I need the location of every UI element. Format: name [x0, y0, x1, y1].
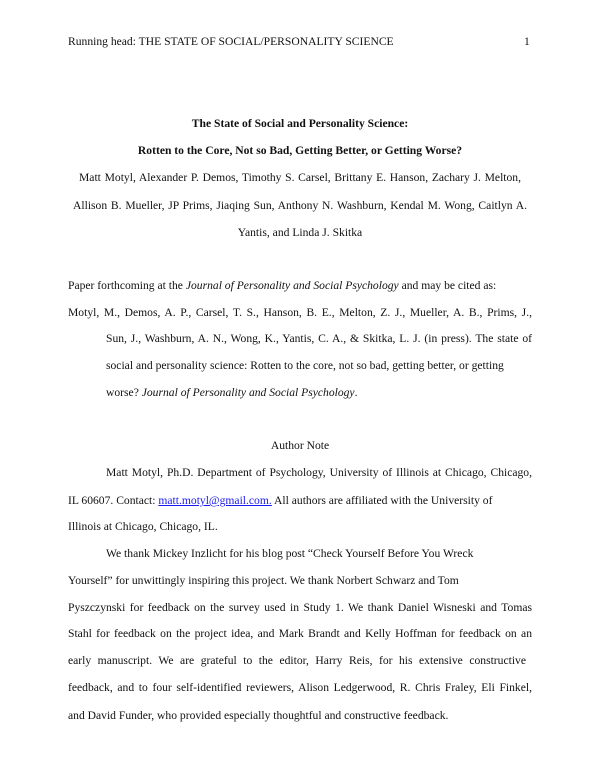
note-line	[68, 493, 492, 509]
note-line: feedback, and to four self-identified reviewers, Alison Ledgerwood, R. Chris Fraley, Eli Finkel,	[68, 681, 532, 694]
text: .	[354, 386, 358, 399]
citation-line: Sun, J., Washburn, A. N., Wong, K., Yantis, C. A., & Skitka, L. J. (in press). The state of	[106, 332, 532, 345]
email-link[interactable]: matt.motyl@gmail.com.	[158, 494, 272, 507]
note-line: and David Funder, who provided especially thoughtful and constructive feedback.	[68, 709, 449, 722]
journal-name: Journal of Personality and Social Psychology	[141, 386, 355, 399]
citation-intro	[68, 278, 496, 294]
note-line: We thank Mickey Inzlicht for his blog post “Check Yourself Before You Wreck	[106, 547, 474, 560]
journal-name: Journal of Personality and Social Psychology	[185, 279, 399, 292]
text: Paper forthcoming at the	[68, 279, 186, 292]
page-number: 1	[524, 35, 530, 48]
note-line: Matt Motyl, Ph.D. Department of Psychology, University of Illinois at Chicago, Chicago,	[106, 466, 532, 479]
title-line-2: Rotten to the Core, Not so Bad, Getting Better, or Getting Worse?	[137, 144, 463, 157]
authors-line: Yantis, and Linda J. Skitka	[237, 226, 363, 239]
text: worse?	[106, 386, 142, 399]
note-line: Yourself” for unwittingly inspiring this project. We thank Norbert Schwarz and Tom	[68, 574, 459, 587]
running-head: Running head: THE STATE OF SOCIAL/PERSONALITY SCIENCE	[68, 35, 394, 48]
author-note-heading: Author Note	[270, 439, 330, 452]
note-line: Pyszczynski for feedback on the survey used in Study 1. We thank Daniel Wisneski and Tomas	[68, 601, 532, 614]
citation-line	[106, 385, 357, 401]
text: and may be cited as:	[398, 279, 497, 292]
title-line-1: The State of Social and Personality Science:	[191, 117, 409, 130]
authors-line: Allison B. Mueller, JP Prims, Jiaqing Sun, Anthony N. Washburn, Kendal M. Wong, Caitlyn A.	[73, 199, 527, 212]
citation-line: Motyl, M., Demos, A. P., Carsel, T. S., Hanson, B. E., Melton, Z. J., Mueller, A. B., Prims, J.,	[68, 306, 532, 319]
citation-line: social and personality science: Rotten to the core, not so bad, getting better, or getting	[106, 359, 504, 372]
text: All authors are affiliated with the University of	[271, 494, 493, 507]
note-line: Illinois at Chicago, Chicago, IL.	[68, 520, 218, 533]
note-line: early manuscript. We are grateful to the editor, Harry Reis, for his extensive constructive	[68, 654, 526, 667]
text: IL 60607. Contact:	[68, 494, 159, 507]
note-line: Stahl for feedback on the project idea, and Mark Brandt and Kelly Hoffman for feedback on an	[68, 627, 532, 640]
authors-line: Matt Motyl, Alexander P. Demos, Timothy S. Carsel, Brittany E. Hanson, Zachary J. Melton,	[79, 171, 521, 184]
